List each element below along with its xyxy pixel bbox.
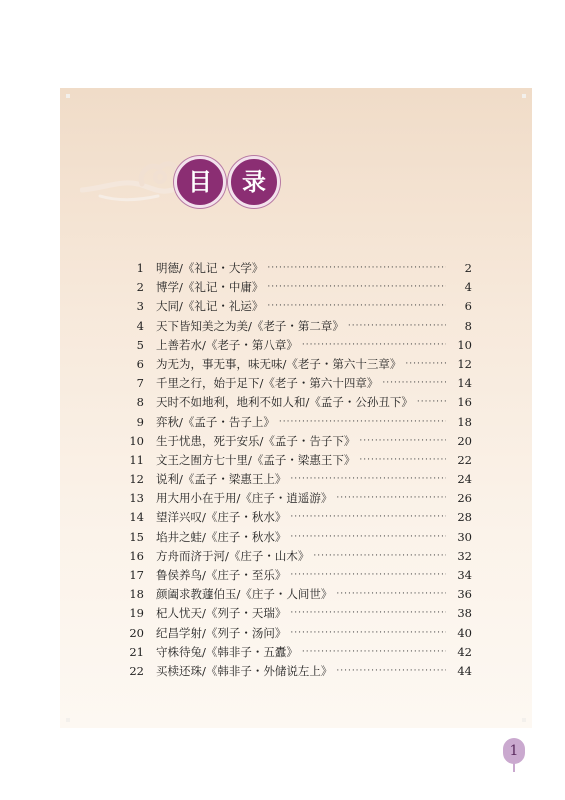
frame-corner-dot — [66, 718, 70, 722]
toc-title: 大同/《礼记・礼运》 — [156, 299, 264, 314]
page-title — [80, 150, 300, 210]
toc-leader — [290, 508, 446, 527]
toc-number: 3 — [136, 299, 144, 314]
toc-page: 32 — [457, 548, 472, 563]
title-char-mu: 目 — [174, 156, 226, 208]
toc-number: 17 — [129, 568, 144, 582]
toc-number: 9 — [136, 414, 144, 429]
toc-page: 12 — [457, 356, 472, 371]
title-char-lu: 录 — [228, 156, 280, 208]
toc-title: 望洋兴叹/《庄子・秋水》 — [156, 510, 287, 525]
toc-page: 28 — [457, 510, 472, 525]
toc-leader — [279, 413, 446, 432]
toc-row[interactable] — [120, 662, 472, 681]
toc-title: 文王之囿方七十里/《孟子・梁惠王下》 — [156, 452, 356, 467]
toc-leader — [336, 489, 446, 508]
toc-row[interactable] — [120, 489, 472, 508]
toc-row[interactable] — [120, 259, 472, 278]
toc-page: 18 — [457, 414, 472, 429]
toc-leader — [290, 624, 446, 643]
toc-page: 44 — [457, 663, 472, 678]
toc-title: 上善若水/《老子・第八章》 — [156, 337, 298, 352]
toc-leader — [302, 336, 446, 355]
toc-page: 40 — [457, 625, 472, 640]
toc-row[interactable] — [120, 432, 472, 451]
toc-row[interactable] — [120, 508, 472, 527]
toc-leader — [267, 297, 446, 316]
toc-page: 6 — [464, 299, 472, 314]
toc-row[interactable] — [120, 643, 472, 662]
toc-row[interactable] — [120, 374, 472, 393]
toc-leader — [313, 547, 446, 566]
toc-number: 2 — [136, 280, 144, 295]
frame-corner-dot — [66, 94, 70, 98]
toc-leader — [302, 643, 446, 662]
toc-row[interactable] — [120, 393, 472, 412]
toc-title: 天时不如地利，地利不如人和/《孟子・公孙丑下》 — [156, 395, 413, 410]
toc-number: 15 — [129, 529, 144, 544]
toc-number: 6 — [136, 356, 144, 371]
toc-title: 埳井之蛙/《庄子・秋水》 — [156, 529, 287, 544]
toc-number: 4 — [136, 318, 144, 333]
toc-title: 用大用小在于用/《庄子・逍遥游》 — [156, 491, 333, 506]
toc-row[interactable] — [120, 317, 472, 336]
toc-page: 34 — [457, 568, 472, 582]
toc-number: 1 — [136, 261, 144, 275]
toc-number: 12 — [129, 472, 144, 487]
frame-corner-dot — [522, 718, 526, 722]
page-number-badge-tail — [513, 762, 515, 772]
toc-page: 2 — [464, 261, 472, 275]
toc-leader — [267, 278, 446, 297]
toc-title: 弈秋/《孟子・告子上》 — [156, 414, 275, 429]
toc-row[interactable] — [120, 336, 472, 355]
toc-page: 38 — [457, 606, 472, 621]
toc-row[interactable] — [120, 528, 472, 547]
toc-row[interactable] — [120, 470, 472, 489]
toc-number: 21 — [129, 644, 144, 659]
toc-title: 守株待兔/《韩非子・五蠹》 — [156, 644, 298, 659]
toc-title: 方舟而济于河/《庄子・山木》 — [156, 548, 310, 563]
toc-leader — [417, 393, 446, 412]
cloud-ornament-icon — [80, 150, 180, 210]
toc-title: 颜阖求教蘧伯玉/《庄子・人间世》 — [156, 587, 333, 602]
toc-page: 16 — [457, 395, 472, 410]
toc-page: 30 — [457, 529, 472, 544]
toc-page: 20 — [457, 433, 472, 448]
toc-leader — [359, 432, 446, 451]
toc-leader — [405, 355, 446, 374]
toc-title: 杞人忧天/《列子・天瑞》 — [156, 606, 287, 621]
toc-number: 8 — [136, 395, 144, 410]
toc-number: 13 — [129, 491, 144, 506]
toc-number: 19 — [129, 606, 144, 621]
toc-number: 11 — [129, 452, 144, 467]
toc-number: 10 — [129, 433, 144, 448]
toc-number: 22 — [129, 663, 144, 678]
toc-page: 4 — [464, 280, 472, 295]
toc-leader — [290, 566, 446, 585]
page-number-badge: 1 — [503, 738, 525, 764]
toc-leader — [290, 470, 446, 489]
toc-leader — [348, 317, 446, 336]
toc-leader — [336, 662, 446, 681]
toc-leader — [267, 259, 446, 278]
toc-page: 36 — [457, 587, 472, 602]
toc-row[interactable] — [120, 547, 472, 566]
toc-row[interactable] — [120, 604, 472, 623]
toc-title: 鲁侯养鸟/《庄子・至乐》 — [156, 568, 287, 582]
toc-page: 10 — [457, 337, 472, 352]
toc-row[interactable] — [120, 297, 472, 316]
toc-title: 天下皆知美之为美/《老子・第二章》 — [156, 318, 344, 333]
toc-page: 24 — [457, 472, 472, 487]
toc-number: 7 — [136, 376, 144, 391]
toc-number: 18 — [129, 587, 144, 602]
toc-number: 20 — [129, 625, 144, 640]
toc-title: 博学/《礼记・中庸》 — [156, 280, 264, 295]
toc-title: 明德/《礼记・大学》 — [156, 261, 264, 275]
toc-number: 16 — [129, 548, 144, 563]
frame-corner-dot — [522, 94, 526, 98]
toc-row[interactable] — [120, 451, 472, 470]
toc-page: 42 — [457, 644, 472, 659]
toc-leader — [382, 374, 446, 393]
toc-leader — [290, 528, 446, 547]
toc-title: 买椟还珠/《韩非子・外储说左上》 — [156, 663, 333, 678]
toc-page: 14 — [457, 376, 472, 391]
table-of-contents — [120, 259, 472, 681]
toc-row[interactable] — [120, 413, 472, 432]
toc-page: 26 — [457, 491, 472, 506]
toc-title: 说利/《孟子・梁惠王上》 — [156, 472, 287, 487]
toc-row[interactable] — [120, 355, 472, 374]
toc-leader — [290, 604, 446, 623]
toc-page: 22 — [457, 452, 472, 467]
toc-row[interactable] — [120, 278, 472, 297]
toc-title: 千里之行，始于足下/《老子・第六十四章》 — [156, 376, 379, 391]
toc-number: 14 — [129, 510, 144, 525]
toc-row[interactable] — [120, 585, 472, 604]
toc-title: 为无为，事无事，味无味/《老子・第六十三章》 — [156, 356, 402, 371]
toc-row[interactable] — [120, 624, 472, 643]
toc-number: 5 — [136, 337, 144, 352]
toc-title: 生于忧患，死于安乐/《孟子・告子下》 — [156, 433, 356, 448]
toc-leader — [359, 451, 446, 470]
toc-leader — [336, 585, 446, 604]
toc-page: 8 — [464, 318, 472, 333]
toc-title: 纪昌学射/《列子・汤问》 — [156, 625, 287, 640]
toc-row[interactable] — [120, 566, 472, 585]
